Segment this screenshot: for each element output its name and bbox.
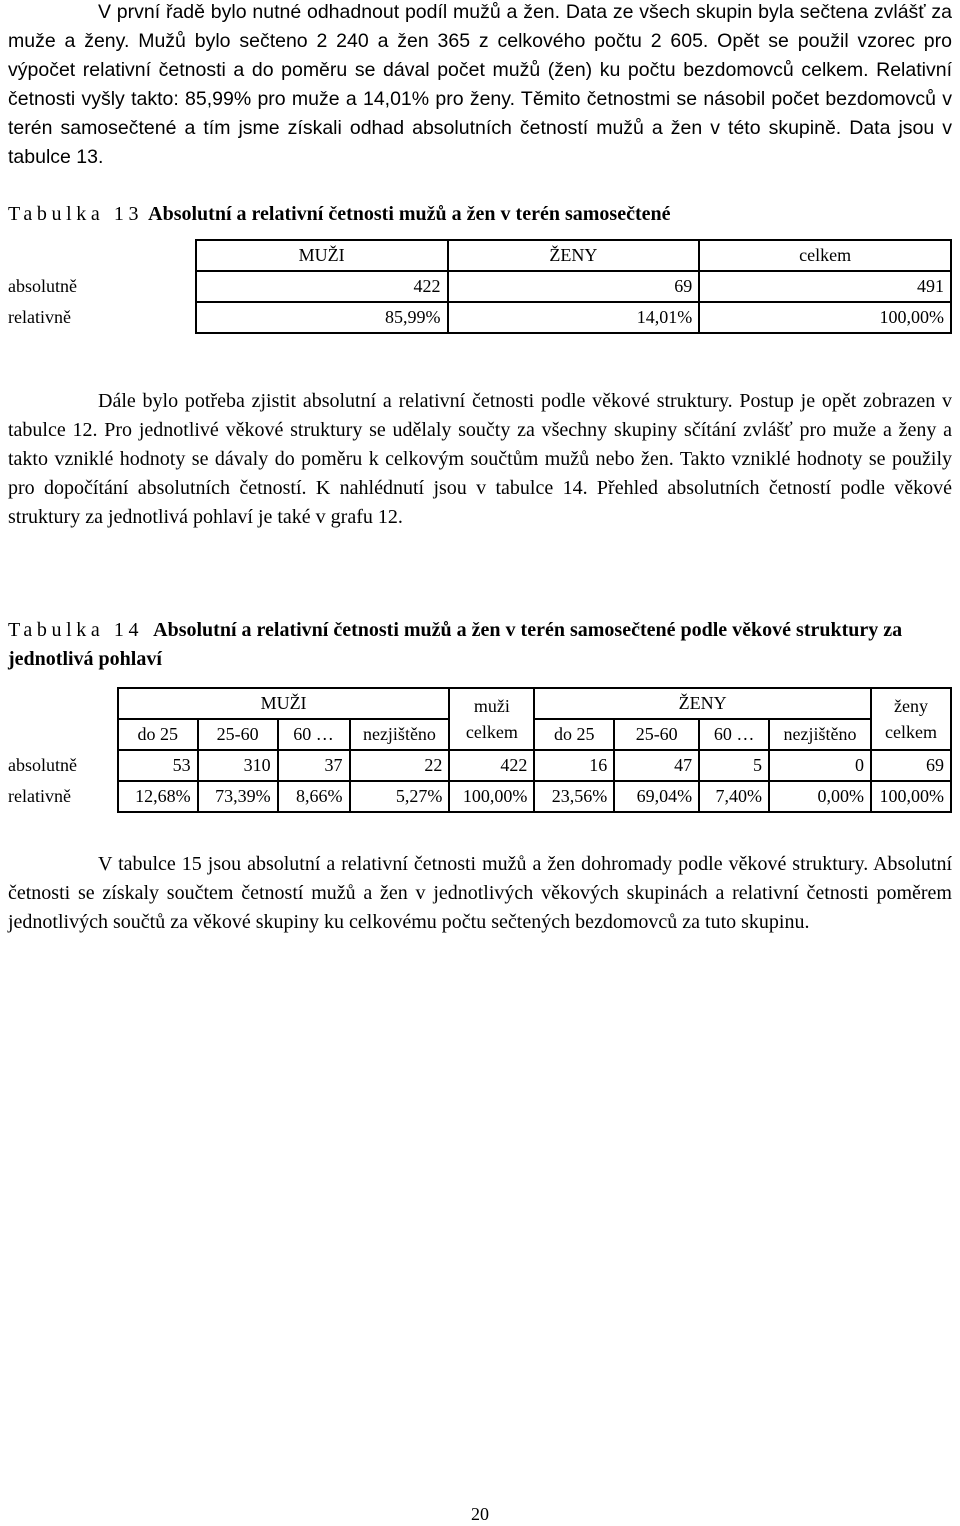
table-cell: 23,56%	[534, 781, 614, 812]
table-cell: 69,04%	[614, 781, 699, 812]
table-cell: 310	[198, 750, 278, 781]
table-13-title: Absolutní a relativní četnosti mužů a žen v terén samosečtené	[148, 203, 671, 225]
table-cell: 16	[534, 750, 614, 781]
age-header: 25-60	[198, 719, 278, 750]
table-cell: 0,00%	[769, 781, 871, 812]
row-label: absolutně	[8, 755, 77, 775]
table-cell: 100,00%	[449, 781, 534, 812]
table-13-header-women: ŽENY	[448, 240, 700, 271]
table-13-caption	[8, 200, 952, 229]
table-cell: 491	[699, 271, 951, 302]
table-cell: 422	[196, 271, 448, 302]
table-14-title: Absolutní a relativní četnosti mužů a žen v terén samosečtené podle věkové struktury za jednotlivá pohlaví	[8, 619, 903, 670]
table-14	[8, 687, 952, 813]
row-label: relativně	[8, 786, 71, 806]
table-cell: 422	[449, 750, 534, 781]
table-cell: 0	[769, 750, 871, 781]
table-13-label: Tabulka 13	[8, 203, 144, 225]
row-label: absolutně	[8, 276, 77, 296]
table-13-corner	[8, 240, 196, 271]
table-14-corner	[8, 688, 118, 750]
age-header: do 25	[118, 719, 198, 750]
age-header: 25-60	[614, 719, 699, 750]
table-14-label: Tabulka 14	[8, 619, 144, 641]
age-header: do 25	[534, 719, 614, 750]
paragraph-table-15-intro: V tabulce 15 jsou absolutní a relativní četnosti mužů a žen dohromady podle věkové struktury. Absolutní četnosti se získaly součtem četností mužů a žen v jednotlivých věkových skupinách a relativní četnosti poměrem jednotlivých součtů za věkové skupiny ku celkovému počtu sečtených bezdomovců za tuto skupinu.	[8, 853, 952, 933]
table-cell: 100,00%	[871, 781, 951, 812]
table-row	[8, 781, 951, 812]
table-cell: 69	[871, 750, 951, 781]
table-cell: 5	[699, 750, 769, 781]
age-header: 60 …	[278, 719, 350, 750]
table-14-group-women: ŽENY	[534, 688, 871, 719]
age-header: nezjištěno	[350, 719, 450, 750]
table-14-women-total-header: ženy celkem	[871, 688, 951, 750]
table-14-caption	[8, 616, 952, 674]
table-cell: 69	[448, 271, 700, 302]
table-cell: 7,40%	[699, 781, 769, 812]
table-cell: 14,01%	[448, 302, 700, 333]
table-14-group-men: MUŽI	[118, 688, 450, 719]
table-cell: 22	[350, 750, 450, 781]
table-13-header-total: celkem	[699, 240, 951, 271]
table-cell: 100,00%	[699, 302, 951, 333]
table-cell: 5,27%	[350, 781, 450, 812]
table-cell: 85,99%	[196, 302, 448, 333]
table-13-header-men: MUŽI	[196, 240, 448, 271]
paragraph-intro: V první řadě bylo nutné odhadnout podíl mužů a žen. Data ze všech skupin byla sečtena zvlášť za muže a ženy. Mužů bylo sečteno 2 240 a žen 365 z celkového počtu 2 605. Opět se použil vzorec pro výpočet relativní četnosti a do poměru se dával počet mužů (žen) ku počtu bezdomovců celkem. Relativní četnosti vyšly takto: 85,99% pro muže a 14,01% pro ženy. Těmito četnostmi se násobil počet bezdomovců v terén samosečtené a tím jsme získali odhad absolutních četností mužů a žen v této skupině. Data jsou v tabulce 13.	[8, 1, 952, 168]
table-cell: 47	[614, 750, 699, 781]
table-row	[8, 750, 951, 781]
page-number: 20	[471, 1504, 489, 1524]
table-14-men-total-header: muži celkem	[449, 688, 534, 750]
paragraph-age-structure: Dále bylo potřeba zjistit absolutní a relativní četnosti podle věkové struktury. Postup je opět zobrazen v tabulce 12. Pro jednotlivé věkové struktury se udělaly součty za všechny skupiny sčítání zvlášť pro muže a ženy a takto vzniklé hodnoty se dávaly do poměru k celkovým součtům mužů nebo žen. Takto vzniklé hodnoty se použily pro dopočítání absolutních četností. K nahlédnutí jsou v tabulce 14. Přehled absolutních četností podle věkové struktury za jednotlivá pohlaví je také v grafu 12.	[8, 390, 952, 528]
table-13	[8, 239, 952, 334]
row-label: relativně	[8, 307, 71, 327]
table-cell: 73,39%	[198, 781, 278, 812]
table-cell: 53	[118, 750, 198, 781]
age-header: 60 …	[699, 719, 769, 750]
table-row	[8, 271, 951, 302]
table-cell: 12,68%	[118, 781, 198, 812]
age-header: nezjištěno	[769, 719, 871, 750]
table-cell: 8,66%	[278, 781, 350, 812]
table-row	[8, 302, 951, 333]
table-cell: 37	[278, 750, 350, 781]
